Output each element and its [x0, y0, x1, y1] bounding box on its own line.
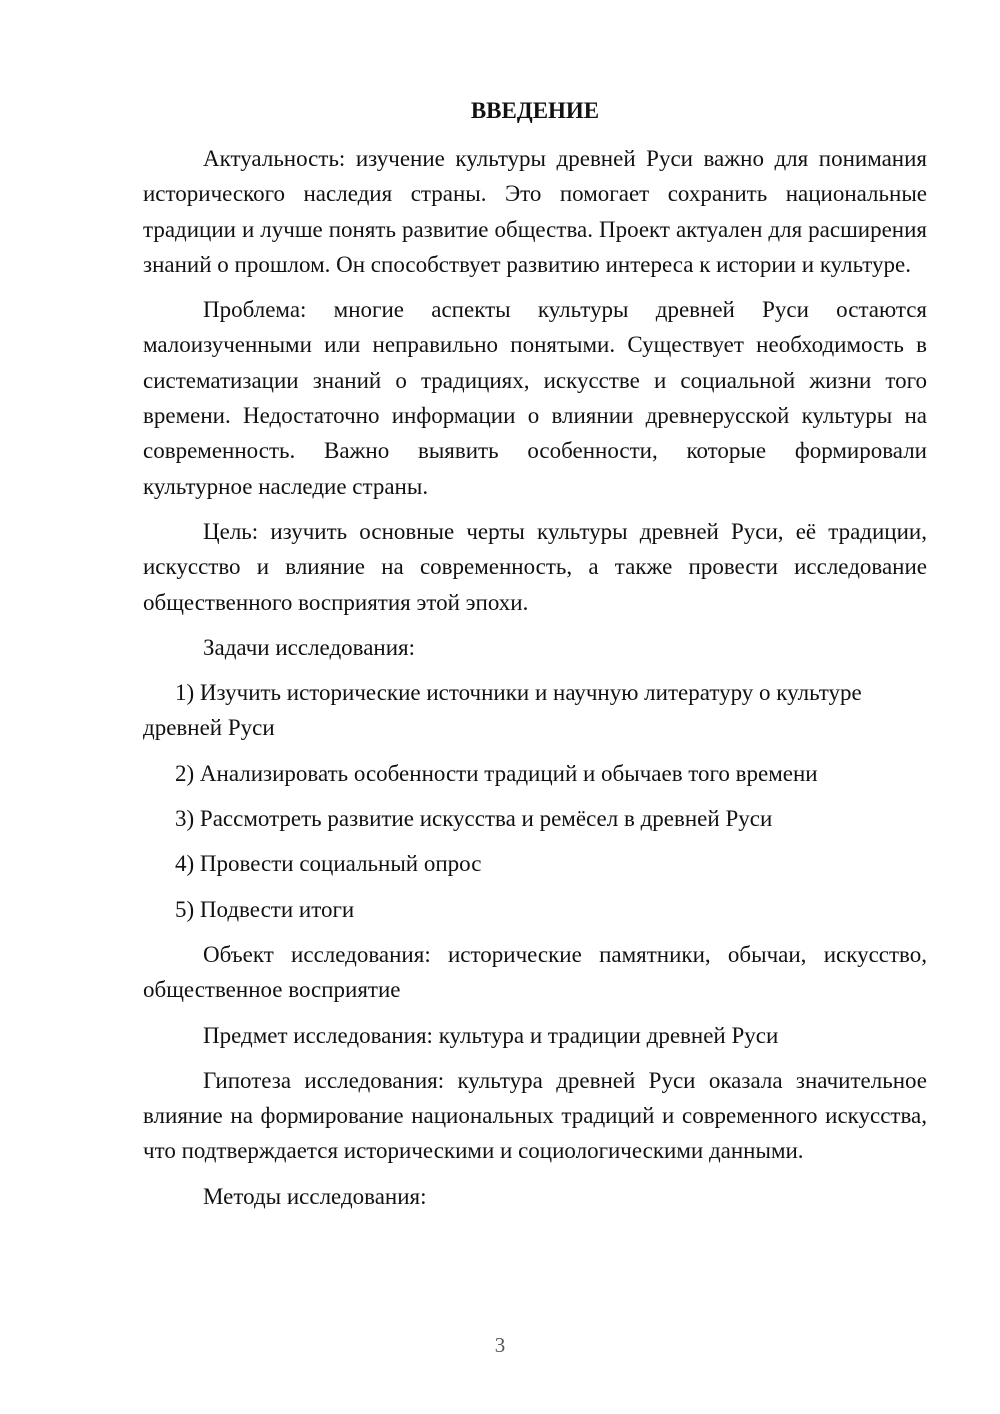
section-heading: ВВЕДЕНИЕ	[470, 98, 600, 123]
object-paragraph: Объект исследования: исторические памятники, обычаи, искусство, общественное восприятие	[143, 941, 927, 1003]
relevance-paragraph: Актуальность: изучение культуры древней Руси важно для понимания исторического наследия страны. Это помогает сохранить национальные традиции и лучше понять развитие общества. Проект актуален для расширения знаний о прошлом. Он способствует развитию интереса к истории и культуре.	[143, 146, 927, 277]
task-item: 2) Анализировать особенности традиций и обычаев того времени	[175, 760, 818, 786]
task-item: 3) Рассмотреть развитие искусства и ремёсел в древней Руси	[175, 806, 773, 832]
page-content	[143, 93, 927, 1224]
page-number: 3	[494, 1333, 506, 1357]
problem-paragraph: Проблема: многие аспекты культуры древней Руси остаются малоизученными или неправильно понятыми. Существует необходимость в систематизации знаний о традициях, искусстве и социальной жизни того времени. Недостаточно информации о влиянии древнерусской культуры на современность. Важно выявить особенности, которые формировали культурное наследие страны.	[143, 297, 927, 499]
tasks-list	[143, 675, 927, 927]
goal-paragraph: Цель: изучить основные черты культуры древней Руси, её традиции, искусство и влияние на современность, а также провести исследование общественного восприятия этой эпохи.	[143, 518, 927, 615]
task-item: 4) Провести социальный опрос	[175, 851, 482, 877]
methods-title: Методы исследования:	[203, 1183, 427, 1209]
hypothesis-paragraph: Гипотеза исследования: культура древней Руси оказала значительное влияние на формирование национальных традиций и современного искусства, что подтверждается историческими и социологическими данными.	[143, 1067, 927, 1164]
task-item: 1) Изучить исторические источники и научную литературу о культуре древней Руси	[143, 680, 862, 741]
task-item: 5) Подвести итоги	[175, 896, 355, 922]
tasks-title: Задачи исследования:	[203, 634, 416, 660]
subject-paragraph: Предмет исследования: культура и традиции древней Руси	[203, 1022, 779, 1048]
